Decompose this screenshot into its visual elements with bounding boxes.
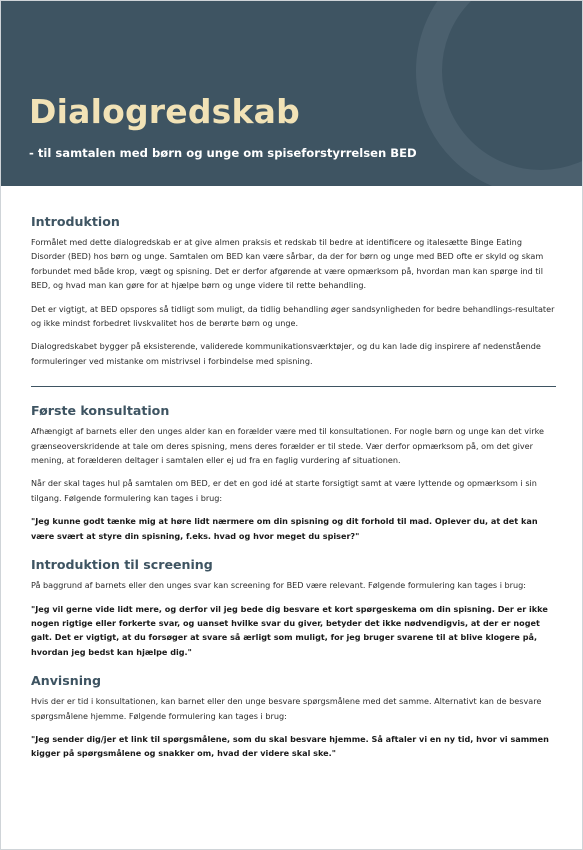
paragraph: Afhængigt af barnets eller den unges alder kan en forælder være med til konsultationen. For nogle børn og unge kan det virke grænseoverskridende at tale om deres spisning, mens deres forælder er til stede. Vær derfor opmærksom på, om det giver mening, at forælderen deltager i samtalen eller ej ud fra en faglig vurdering af situationen.	[31, 426, 544, 466]
section-screening	[31, 557, 556, 659]
paragraph: På baggrund af barnets eller den unges svar kan screening for BED være relevant. Følgende formulering kan tages i brug:	[31, 580, 527, 591]
section-first-consultation	[31, 403, 556, 543]
paragraph: Det er vigtigt, at BED opspores så tidligt som muligt, da tidlig behandling øger sandsynligheden for bedre behandlings-resultater og ikke mindst forbedret livskvalitet hos de berørte børn og unge.	[31, 303, 555, 329]
quote-text: "Jeg kunne godt tænke mig at høre lidt nærmere om din spisning og dit forhold til mad. Oplever du, at det kan være svært at styre din spisning, f.eks. hvad og hvor meget du spiser?"	[31, 516, 538, 541]
paragraph: Når der skal tages hul på samtalen om BED, er det en god idé at starte forsigtigt samt at være lyttende og opmærksom i sin tilgang. Følgende formulering kan tages i brug:	[31, 478, 537, 503]
paragraph: Dialogredskabet bygger på eksisterende, validerede kommunikationsværktøjer, og du kan lade dig inspirere af nedenstående formuleringer ved mistanke om mistrivsel i forbindelse med spisning.	[31, 341, 541, 366]
section-heading: Første konsultation	[31, 403, 170, 419]
section-introduction	[31, 214, 556, 368]
page-subtitle: - til samtalen med børn og unge om spiseforstyrrelsen BED	[29, 146, 417, 160]
paragraph: Hvis der er tid i konsultationen, kan barnet eller den unge besvare spørgsmålene med det samme. Alternativt kan de besvare spørgsmålene hjemme. Følgende formulering kan tages i brug:	[31, 696, 542, 721]
section-heading: Anvisning	[31, 673, 101, 689]
section-heading: Introduktion til screening	[31, 557, 213, 573]
paragraph: Formålet med dette dialogredskab er at give almen praksis et redskab til bedre at identificere og italesætte Binge Eating Disorder (BED) hos børn og unge. Samtalen om BED kan være sårbar, da der for børn og unge med BED ofte er skyld og skam forbundet med både krop, vægt og spisning. Det er derfor afgørende at være opmærksom på, hvordan man kan spørge ind til BED, og hvad man kan gøre for at hjælpe børn og unge videre til rette behandling.	[31, 237, 544, 291]
quote-text: "Jeg vil gerne vide lidt mere, og derfor vil jeg bede dig besvare et kort spørgeskema om din spisning. Der er ikke nogen rigtige eller forkerte svar, og uanset hvilke svar du giver, betyder det ikke nødvendigvis, at der er noget galt. Det er vigtigt, at du forsøger at svare så ærligt som muligt, for jeg bruger svarene til at blive klogere på, hvordan jeg bedst kan hjælpe dig."	[31, 603, 548, 657]
page-title: Dialogredskab	[29, 92, 300, 131]
section-divider	[31, 386, 556, 387]
header-banner	[1, 1, 583, 186]
section-heading: Introduktion	[31, 214, 120, 229]
quote-text: "Jeg sender dig/jer et link til spørgsmålene, som du skal besvare hjemme. Så aftaler vi en ny tid, hvor vi sammen kigger på spørgsmålene og snakker om, hvad der videre skal ske."	[31, 733, 549, 759]
section-referral	[31, 673, 556, 761]
main-content	[31, 214, 556, 770]
